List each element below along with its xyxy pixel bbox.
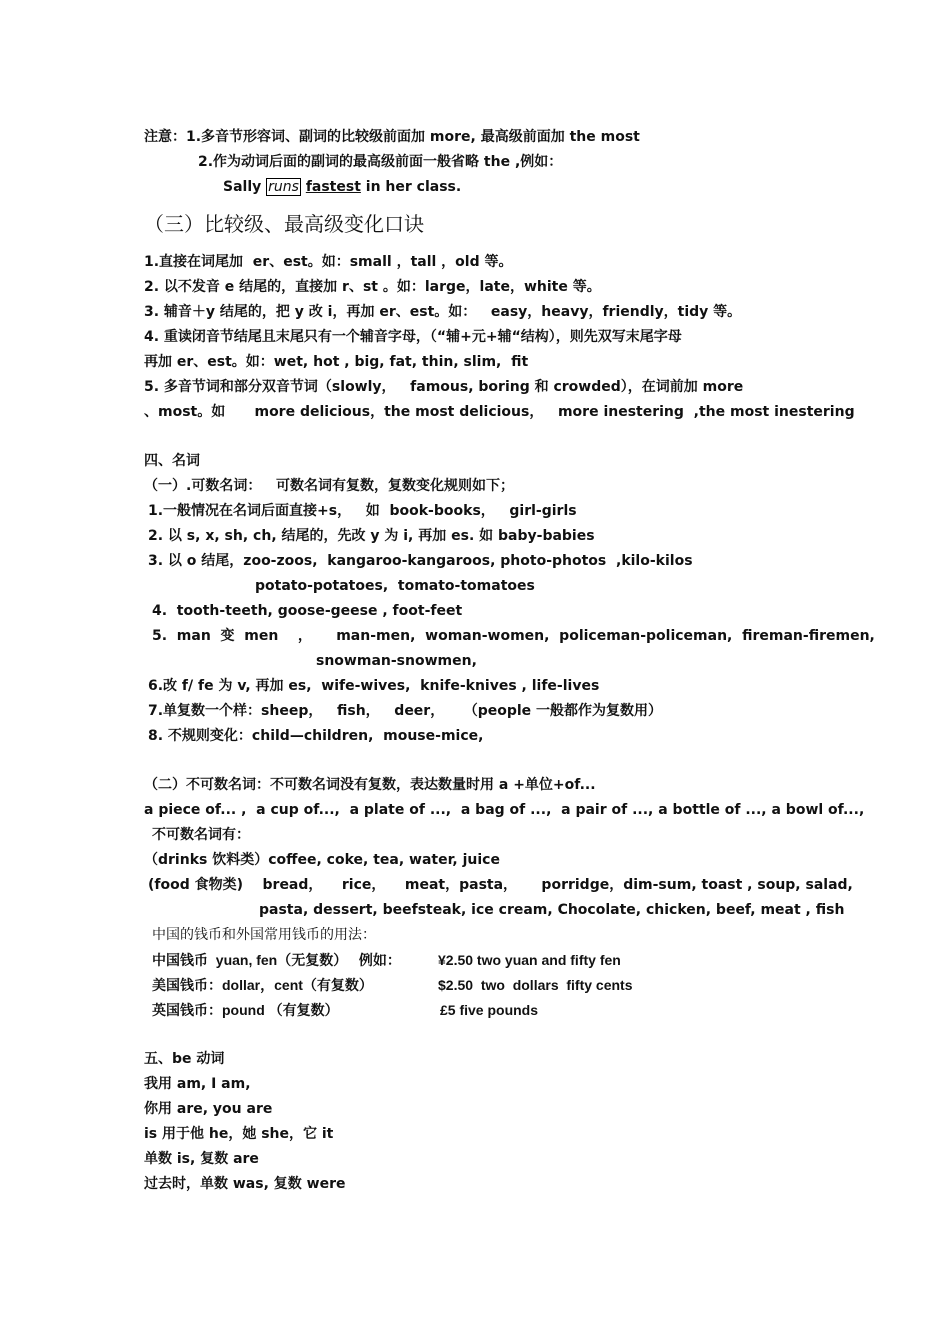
money-gbp-value: £5 five pounds <box>440 1002 539 1018</box>
note-line-1: 注意：1.多音节形容词、副词的比较级前面加 more, 最高级前面加 the most <box>144 129 640 145</box>
quantity-phrases: a piece of... , a cup of..., a plate of ..., a bag of ..., a pair of ..., a bottle of ..., a bowl of..., <box>144 802 865 818</box>
plural-rule: 3. 以 o 结尾，zoo-zoos, kangaroo-kangaroos, photo-photos ,kilo-kilos <box>148 553 693 569</box>
example-pre: Sally <box>223 179 267 195</box>
money-title: 中国的钱币和外国常用钱币的用法： <box>152 927 376 943</box>
sec3-line: 5. 多音节词和部分双音节词（slowly， famous, boring 和 crowded），在词前加 more <box>144 379 744 395</box>
money-cny-value: ¥2.50 two yuan and fifty fen <box>438 952 621 968</box>
be-verb-line: 你用 are, you are <box>144 1101 273 1117</box>
sec3-line: 2. 以不发音 e 结尾的，直接加 r、st 。如：large，late，white 等。 <box>144 279 601 295</box>
be-verb-line: 我用 am, I am, <box>144 1076 251 1092</box>
drinks-line: （drinks 饮料类）coffee, coke, tea, water, juice <box>144 852 500 868</box>
plural-rule: 1.一般情况在名词后面直接+s， 如 book-books， girl-girls <box>148 503 577 519</box>
food-line-continuation: pasta, dessert, beefsteak, ice cream, Chocolate, chicken, beef, meat , fish <box>259 902 845 918</box>
money-gbp-label: 英国钱币：pound （有复数） <box>152 1002 339 1018</box>
be-verb-line: 单数 is, 复数 are <box>144 1151 259 1167</box>
money-usd-value: $2.50 two dollars fifty cents <box>438 977 633 993</box>
sec3-line: 4. 重读闭音节结尾且末尾只有一个辅音字母，（“辅+元+辅“结构），则先双写末尾字母 <box>144 329 682 345</box>
example-post: in her class. <box>360 179 462 195</box>
section-5-heading: 五、be 动词 <box>144 1051 225 1067</box>
plural-rule: 4. tooth-teeth, goose-geese , foot-feet <box>152 603 463 619</box>
uncountable-list-title: 不可数名词有： <box>152 827 250 843</box>
example-verb-boxed: runs <box>268 179 299 195</box>
sec3-line: 1.直接在词尾加 er、est。如：small ，tall ，old 等。 <box>144 254 513 270</box>
be-verb-line: 过去时，单数 was, 复数 were <box>144 1176 346 1192</box>
plural-rule: 2. 以 s, x, sh, ch, 结尾的，先改 y 为 i, 再加 es. 如 baby-babies <box>148 528 595 544</box>
note-example <box>223 178 461 196</box>
plural-rule-continuation: potato-potatoes, tomato-tomatoes <box>255 578 535 594</box>
note-line-2: 2.作为动词后面的副词的最高级前面一般省略 the ,例如： <box>198 154 563 170</box>
plural-rule: 7.单复数一个样：sheep， fish， deer， （people 一般都作为复数用） <box>148 703 663 719</box>
uncountable-nouns-subheading: （二）不可数名词：不可数名词没有复数，表达数量时用 a +单位+of... <box>144 777 596 793</box>
money-cny-label: 中国钱币 yuan, fen（无复数） 例如： <box>152 952 401 968</box>
be-verb-line: is 用于他 he，她 she，它 it <box>144 1126 334 1142</box>
food-line: (food 食物类) bread， rice， meat，pasta， porridge，dim-sum, toast , soup, salad, <box>148 877 853 893</box>
sec3-line: 、most。如 more delicious，the most delicious， more inestering ,the most inestering <box>144 404 855 420</box>
plural-rule: 5. man 变 men ， man-men, woman-women, policeman-policeman, fireman-firemen, <box>152 628 875 644</box>
section-3-heading: （三）比较级、最高级变化口诀 <box>144 212 424 236</box>
example-adverb-underlined: fastest <box>305 179 361 195</box>
money-usd-label: 美国钱币：dollar，cent（有复数） <box>152 977 373 993</box>
sec3-line: 3. 辅音＋y 结尾的，把 y 改 i，再加 er、est。如： easy，heavy，friendly，tidy 等。 <box>144 304 742 320</box>
plural-rule: 6.改 f/ fe 为 v, 再加 es, wife-wives, knife-knives , life-lives <box>148 678 600 694</box>
sec3-line: 再加 er、est。如：wet, hot , big, fat, thin, slim, fit <box>144 354 529 370</box>
countable-nouns-subheading: （一）.可数名词： 可数名词有复数，复数变化规则如下； <box>144 478 514 494</box>
section-4-heading: 四、名词 <box>144 453 200 469</box>
plural-rule: 8. 不规则变化：child—children, mouse-mice, <box>148 728 484 744</box>
plural-rule-continuation: snowman-snowmen, <box>316 653 477 669</box>
